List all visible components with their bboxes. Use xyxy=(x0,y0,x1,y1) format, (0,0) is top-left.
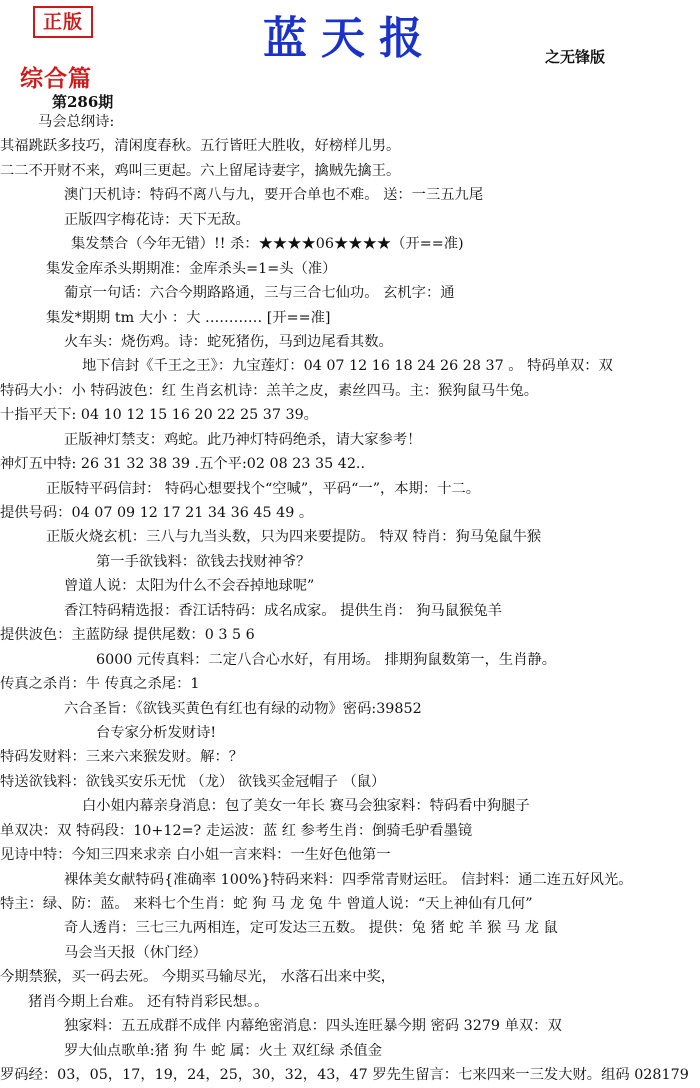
section-title: 综合篇 xyxy=(20,65,92,92)
text-line: 白小姐内幕亲身消息：包了美女一年长 赛马会独家料：特码看中狗腿子 xyxy=(82,798,530,815)
text-line: 正版四字梅花诗：天下无敌。 xyxy=(64,211,250,228)
text-line: 二二不开财不来，鸡叫三更起。六上留尾诗妻字，擒贼先擒王。 xyxy=(0,162,401,179)
text-line: 台专家分析发财诗! xyxy=(96,724,217,741)
text-line: 特主：绿、防：蓝。 来料七个生肖：蛇 狗 马 龙 兔 牛 曾道人说：“天上神仙有几何” xyxy=(0,896,533,912)
text-line: 曾道人说：太阳为什么不会吞掉地球呢” xyxy=(64,578,315,595)
content-lines xyxy=(0,110,700,1088)
text-line: 正版特平码信封： 特码心想要找个“空喊”，平码“一”，本期：十二。 xyxy=(46,480,481,497)
masthead-title: 蓝天报 xyxy=(263,13,437,64)
text-line: 特送欲钱料：欲钱买安乐无忧 （龙） 欲钱买金冠帽子 （鼠） xyxy=(0,773,386,790)
text-line: 马会当天报（休门经） xyxy=(64,944,207,961)
text-line: 裸体美女献特码{准确率 100%}特码来料：四季常青财运旺。 信封料：通二连五好风光。 xyxy=(64,871,633,888)
text-line: 传真之杀肖：牛 传真之杀尾：1 xyxy=(0,676,200,693)
text-line: 罗大仙点歌单:猪 狗 牛 蛇 属：火土 双红绿 杀值金 xyxy=(64,1042,383,1059)
edition-badge: 正版 xyxy=(33,6,93,38)
text-line: 澳门天机诗：特码不离八与九，要开合单也不难。 送：一三五九尾 xyxy=(64,187,484,204)
text-line: 正版火烧玄机：三八与九当头数，只为四来要提防。 特双 特肖：狗马兔鼠牛猴 xyxy=(46,529,542,546)
text-line: 猪肖今期上台难。 还有特肖彩民想。。 xyxy=(28,993,269,1010)
text-line: 单双决：双 特码段：10+12=? 走运波：蓝 红 参考生肖：倒骑毛驴看墨镜 xyxy=(0,822,473,839)
text-line: 今期禁猴，买一码去死。 今期买马输尽光， 水落石出来中奖， xyxy=(0,969,396,986)
text-line: 神灯五中特: 26 31 32 38 39 .五个平:02 08 23 35 42.. xyxy=(0,456,366,473)
text-line: 奇人透肖：三七三九两相连，定可发达三五数。 提供：兔 猪 蛇 羊 猴 马 龙 鼠 xyxy=(64,920,558,937)
text-line: 葡京一句话：六合今期路路通，三与三合七仙功。 玄机字：通 xyxy=(64,285,455,302)
text-line: 集发金库杀头期期准：金库杀头=1=头（准） xyxy=(46,260,337,277)
text-line: 提供波色：主蓝防绿 提供尾数：0 3 5 6 xyxy=(0,627,255,644)
text-line: 其福跳跃多技巧，清闲度春秋。五行皆旺大胜收，好榜样儿男。 xyxy=(0,138,401,155)
text-line: 罗码经：03，05，17，19，24，25，30，32，43，47 罗先生留言：七来四来一三发大财。组码 028179 xyxy=(0,1067,689,1084)
text-line: 六合圣旨：《欲钱买黄色有红也有绿的动物》密码:39852 xyxy=(64,700,422,717)
text-line: 正版神灯禁支：鸡蛇。此乃神灯特码绝杀，请大家参考！ xyxy=(64,431,422,448)
edition-label: 之无锋版 xyxy=(545,48,606,66)
text-line: 提供号码：04 07 09 12 17 21 34 36 45 49 。 xyxy=(0,505,314,521)
text-line: 6000 元传真料：二定八合心水好，有用场。 排期狗鼠数第一，生肖静。 xyxy=(96,651,557,668)
text-line: 马会总纲诗: xyxy=(38,114,115,130)
text-line: 独家料：五五成群不成伴 内幕绝密消息：四头连旺暴今期 密码 3279 单双：双 xyxy=(64,1018,562,1035)
text-line: 特码大小：小 特码波色：红 生肖玄机诗：羔羊之皮，素丝四马。主：猴狗鼠马牛兔。 xyxy=(0,382,539,399)
text-line: 香江特码精选报：香江话特码：成名成家。 提供生肖： 狗马鼠猴兔羊 xyxy=(64,602,502,619)
issue-number: 第286期 xyxy=(52,93,114,111)
text-line: 火车头：烧伤鸡。诗：蛇死猪伤，马到边尾看其数。 xyxy=(64,333,393,350)
text-line: 第一手欲钱料：欲钱去找财神爷？ xyxy=(96,553,311,570)
text-line: 集发*期期 tm 大小 ：大 ………… [开==准] xyxy=(46,309,331,326)
text-line: 十指平天下: 04 10 12 15 16 20 22 25 37 39。 xyxy=(0,407,318,424)
text-line: 特码发财料：三来六来猴发财。解：？ xyxy=(0,749,244,766)
text-line: 见诗中特：今知三四来求亲 白小姐一言来料：一生好色他第一 xyxy=(0,847,391,864)
text-line: 集发禁合（今年无错）!! 杀：★★★★06★★★★（开==准) xyxy=(71,236,464,253)
text-line: 地下信封《千王之王》：九宝莲灯：04 07 12 16 18 24 26 28 37 。 特码单双：双 xyxy=(82,358,613,375)
